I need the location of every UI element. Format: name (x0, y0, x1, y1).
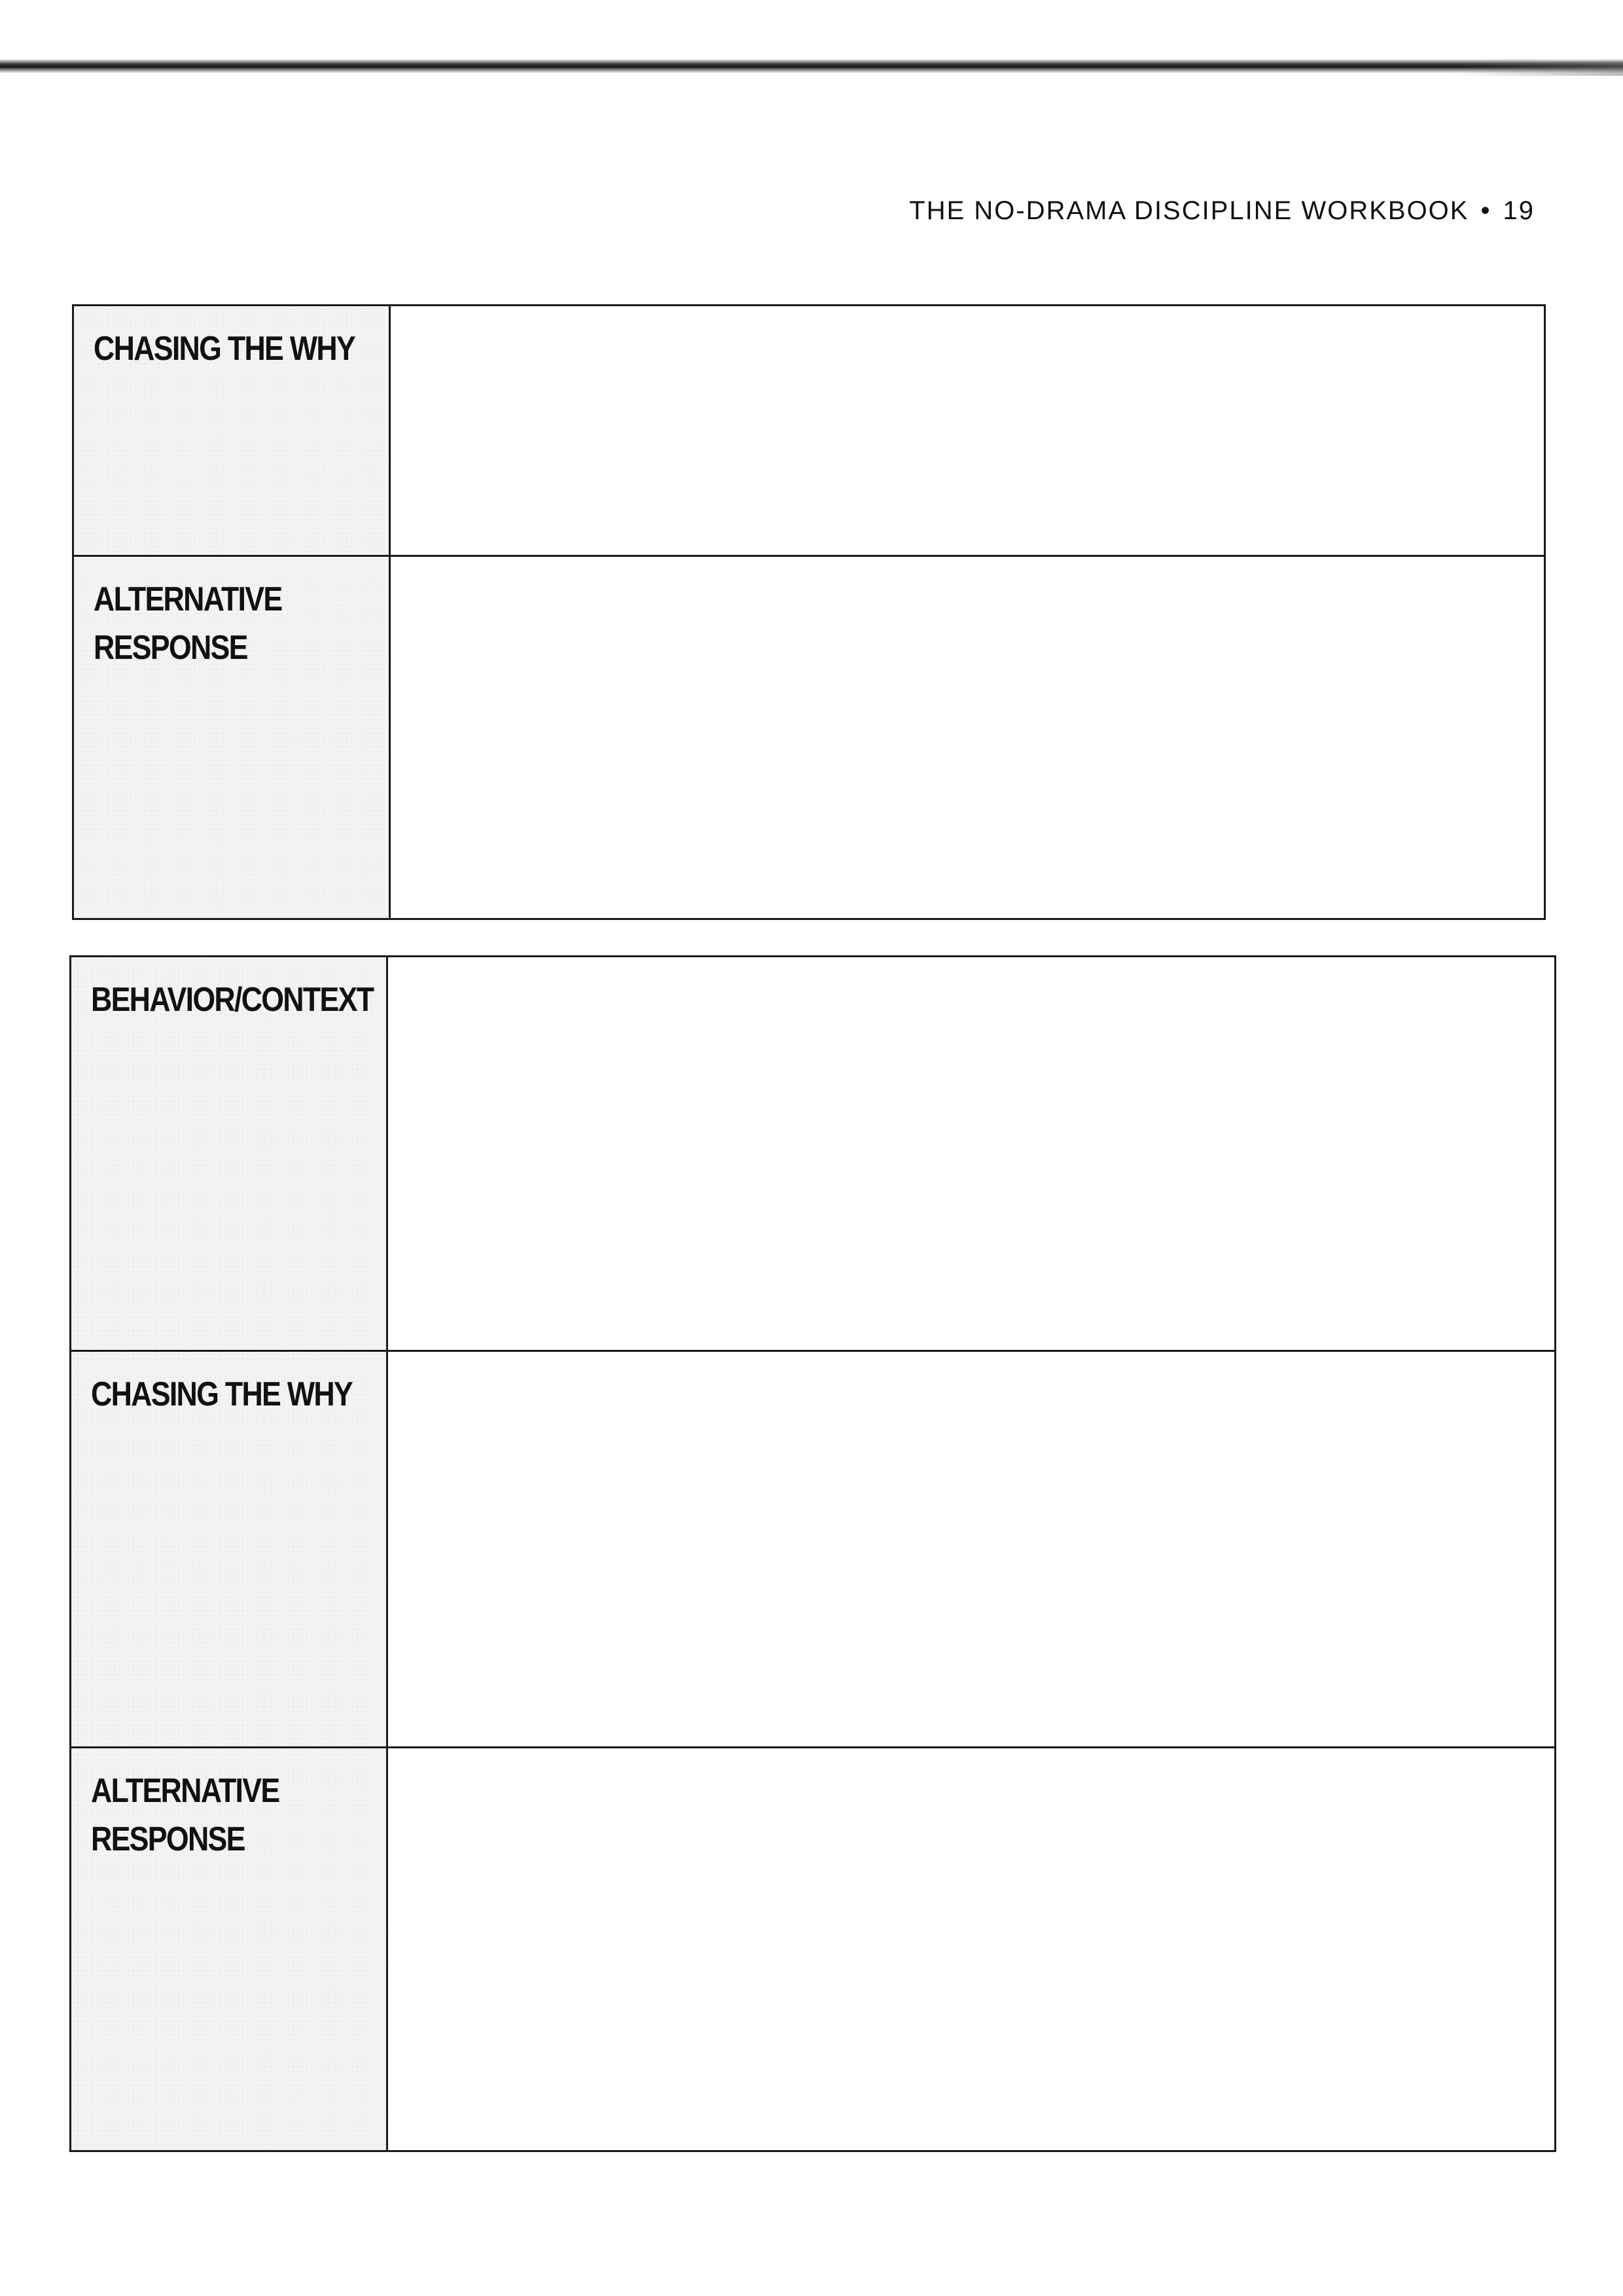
response-field-behavior-context[interactable] (388, 957, 1554, 1350)
scan-edge-shadow (1453, 63, 1623, 76)
response-field-chasing-the-why[interactable] (391, 306, 1544, 555)
worksheet-table-2 (69, 955, 1556, 2152)
worksheet-table-1 (72, 304, 1546, 920)
row-label-chasing-the-why: CHASING THE WHY (94, 330, 355, 368)
table-row (74, 557, 1544, 918)
row-label-alternative-response: ALTERNATIVE RESPONSE (91, 1772, 279, 1858)
page-number: 19 (1503, 196, 1535, 225)
book-title: THE NO-DRAMA DISCIPLINE WORKBOOK (909, 196, 1469, 225)
running-header (909, 196, 1535, 226)
scan-top-edge (0, 59, 1623, 73)
table-row (71, 1352, 1554, 1748)
response-field-alternative-response[interactable] (391, 557, 1544, 918)
response-field-chasing-the-why[interactable] (388, 1352, 1554, 1746)
response-field-alternative-response[interactable] (388, 1748, 1554, 2150)
table-row (71, 957, 1554, 1352)
row-label-cell (71, 1748, 388, 2150)
row-label-cell (71, 1352, 388, 1746)
table-row (74, 306, 1544, 557)
row-label-chasing-the-why: CHASING THE WHY (91, 1375, 353, 1413)
row-label-cell (71, 957, 388, 1350)
row-label-cell (74, 557, 391, 918)
row-label-alternative-response: ALTERNATIVE RESPONSE (94, 580, 282, 667)
header-separator: • (1480, 196, 1491, 225)
table-row (71, 1748, 1554, 2150)
row-label-cell (74, 306, 391, 555)
row-label-behavior-context: BEHAVIOR/CONTEXT (91, 981, 374, 1019)
